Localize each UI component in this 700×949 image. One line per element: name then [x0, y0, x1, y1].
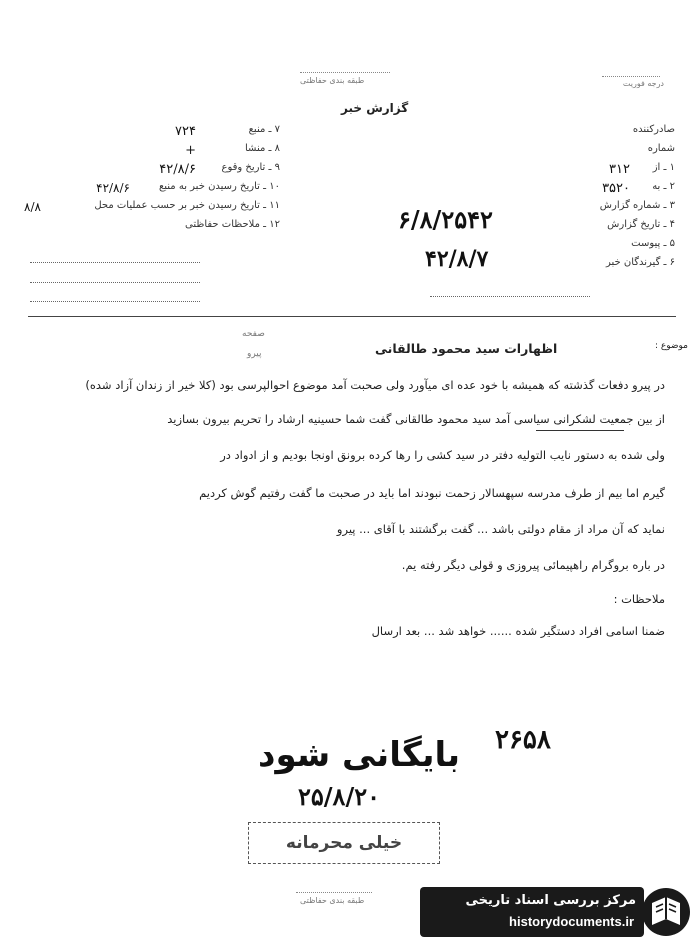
field-value: +: [185, 143, 196, 158]
watermark-logo: [420, 883, 692, 943]
field-label: ۵ ـ پیوست: [631, 238, 675, 249]
boxed-stamp: [248, 822, 440, 864]
left-field-row: [20, 181, 280, 200]
subject-label: موضوع :: [654, 341, 688, 351]
field-label: ۹ ـ تاریخ وقوع: [221, 162, 280, 173]
body-line: در پیرو دفعات گذشته که همیشه با خود عده ای میآورد ولی صحبت آمد موضوع احوالپرسی بود (کلا خیر از زندان آزاد شده): [85, 378, 665, 392]
left-field-row: [20, 162, 280, 181]
body-line: گیرم اما بیم از طرف مدرسه سپهسالار زحمت نبودند اما باید در صحبت ما گفت رفتیم گوش کردیم: [199, 486, 665, 500]
classification-top: طبقه بندی حفاظتی: [300, 76, 365, 85]
field-label: ۶ ـ گیرندگان خبر: [605, 257, 675, 268]
field-value: ۴۲/۸/۶: [159, 162, 196, 177]
field-label: ۱۰ ـ تاریخ رسیدن خبر به منبع: [158, 181, 280, 192]
field-label: ۴ ـ تاریخ گزارش: [607, 219, 675, 230]
attachment-date-handwritten: ۴۲/۸/۷: [425, 246, 489, 272]
body-line: از بین جمعیت لشکرانی سیاسی آمد سید محمود طالقانی گفت شما حسینیه ارشاد را تحریم بیرون بسازید: [167, 412, 665, 426]
archive-date: ۲۵/۸/۲۰: [298, 782, 380, 811]
body-line: نماید که آن مراد از مقام دولتی باشد ... گفت برگشتند با آقای ... پیرو: [336, 522, 665, 536]
document-title: گزارش خبر: [341, 101, 409, 115]
field-label: ۱ ـ از: [652, 162, 675, 173]
body-line: ولی شده به دستور نایب التولیه دفتر در سید کشی را رها کرده برونق اونجا بودیم و از ادواد در: [220, 448, 665, 462]
logo-title: مرکز بررسی اسناد تاریخی: [465, 893, 636, 908]
left-field-row: [20, 219, 280, 238]
field-label: ۳ ـ شماره گزارش: [599, 200, 675, 211]
field-label: ۷ ـ منبع: [248, 124, 280, 135]
field-label: شماره: [647, 143, 675, 154]
field-value: ۷۲۴: [175, 124, 196, 139]
report-date-handwritten: ۶/۸/۲۵۴۲: [398, 205, 493, 234]
archive-number: ۲۶۵۸: [495, 725, 551, 755]
field-label: ۸ ـ منشا: [244, 143, 280, 154]
archive-stamp: بایگانی شود: [258, 735, 461, 775]
logo-book-icon: [636, 883, 692, 941]
boxed-stamp-text: خیلی محرمانه: [285, 833, 403, 853]
right-field-row: [425, 124, 675, 143]
subject: اظهارات سید محمود طالقانی: [375, 341, 558, 356]
classification-bottom: طبقه بندی حفاظتی: [300, 896, 365, 905]
field-value: ۸/۸: [24, 200, 41, 214]
field-value: ۳۵۲۰: [602, 181, 630, 196]
field-value: ۴۲/۸/۶: [96, 181, 130, 195]
right-field-row: [425, 162, 675, 181]
right-field-row: [425, 181, 675, 200]
field-label: ۲ ـ به: [652, 181, 675, 192]
page-label: صفحه: [242, 329, 265, 339]
left-field-row: [20, 143, 280, 162]
left-field-row: [20, 124, 280, 143]
logo-url: historydocuments.ir: [509, 914, 634, 929]
attachment-label: پیرو: [247, 349, 262, 359]
body-line: در باره بروگرام راهپیمائی پیروزی و قولی دیگر رفته یم.: [401, 558, 665, 572]
right-field-row: [425, 143, 675, 162]
left-field-row: [20, 200, 280, 219]
remarks-label: ملاحظات :: [613, 592, 665, 606]
field-value: ۳۱۲: [609, 162, 630, 177]
field-label: صادرکننده: [632, 124, 675, 135]
left-fields: [20, 124, 280, 238]
body-line: ضمنا اسامی افراد دستگیر شده ...... خواهد شد ... بعد ارسال: [371, 624, 665, 638]
field-label: ۱۱ ـ تاریخ رسیدن خبر بر حسب عملیات محل: [94, 200, 280, 211]
field-label: ۱۲ ـ ملاحظات حفاظتی: [185, 219, 280, 230]
degree-label: درجه فوریت: [622, 79, 664, 88]
